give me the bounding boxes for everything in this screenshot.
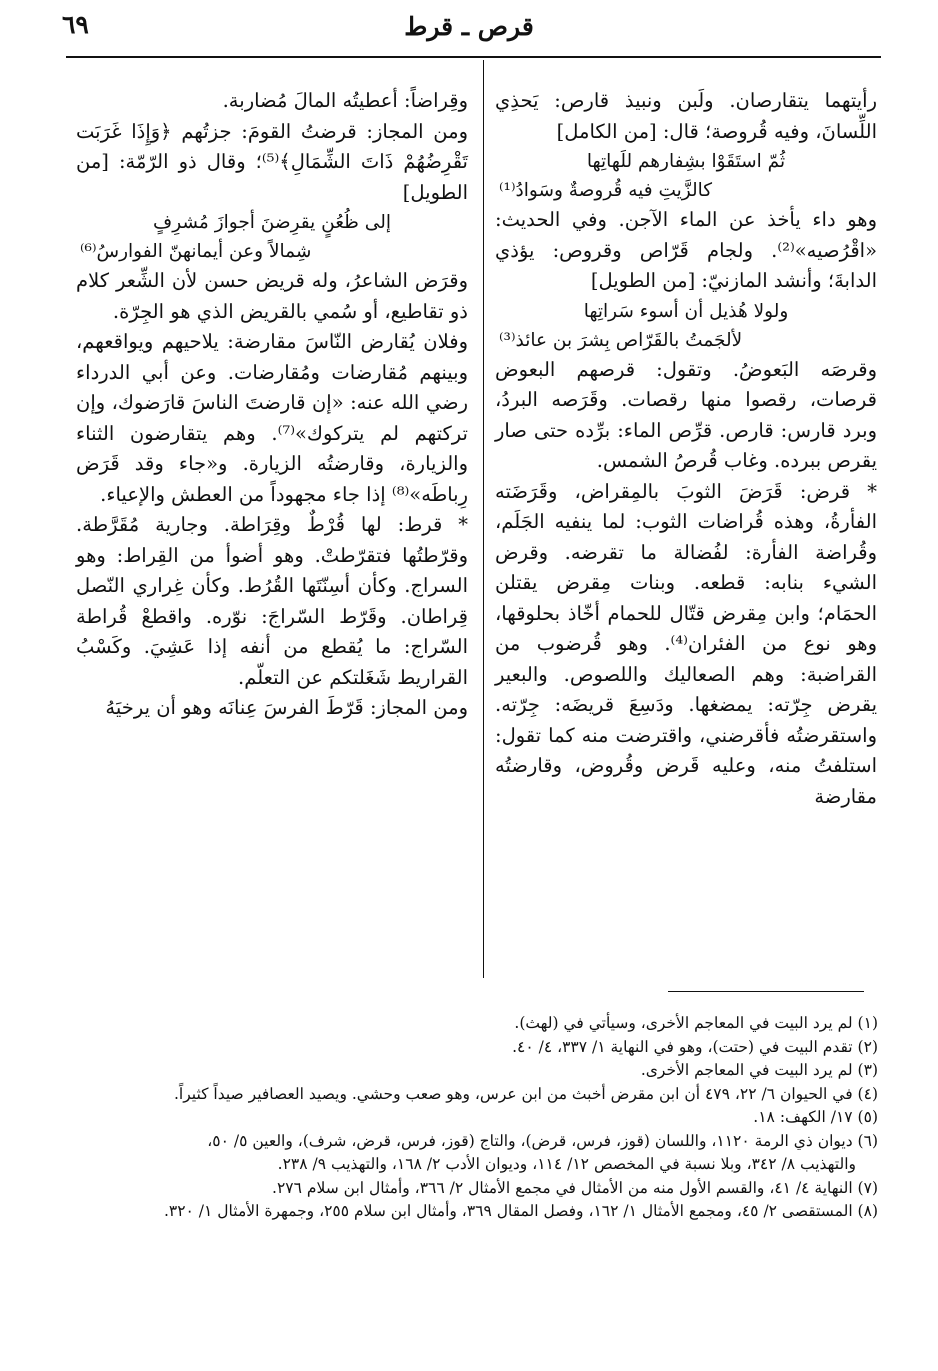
verse-line: ثُمّ استَقَوْا بشِفارهم للَهاتِها [586,151,786,172]
verse-line: ولولا هُذيل أن أسوء سَراتِها [583,300,789,322]
footnote: (٣) لم يرد البيت في المعاجم الأخرى. [640,1061,878,1079]
footnote: (٧) النهاية ٤/ ٤١، والقسم الأول منه من الأمثال في مجمع الأمثال ٢/ ٣٦٦، وأمثال ابن سلام ٢٧٦. [272,1178,878,1197]
footnote: (٨) المستقصى ٢/ ٤٥، ومجمع الأمثال ١/ ١٦٢، وفصل المقال ٣٦٩، وأمثال ابن سلام ٢٥٥، وجمهرة الأمثال ١/ ٣٢٠. [163,1202,878,1220]
page-number: ٦٩ [62,10,89,39]
footnote: (٢) تقدم البيت في (حتت)، وهو في النهاية ١/ ٣٣٧، ٤/ ٤٠. [512,1037,878,1056]
footnote: (٤) في الحيوان ٦/ ٢٢، ٤٧٩ أن ابن مقرض أخبث من ابن عرس، وهو صعب وحشي. ويصيد العصافير صيداً كثيراً. [173,1084,878,1103]
left-column [76,86,468,724]
paragraph: وهو داء يأخذ عن الماء الآجن. وفي الحديث: «اقْرُصيه»⁽²⁾. ولجام قَرّاص وقروص: يؤذي الدابةَ؛ وأنشد المازنيّ: [من الطويل] [495,208,877,292]
footnote-continuation: والتهذيب ٨/ ٣٤٢، وبلا نسبة في المخصص ١٢/ ١١٤، وديوان الأدب ٢/ ١٦٨، والتهذيب ٩/ ٢٣٨. [277,1155,856,1173]
footnote: (١) لم يرد البيت في المعاجم الأخرى، وسيأتي في (لهث). [514,1014,878,1032]
paragraph: وقِراضاً: أعطيتُه المالَ مُضاربة. [222,89,468,112]
paragraph: رأيتهما يتقارصان. ولَبن ونبيذ قارص: يَحذِي اللِّسانَ، وفيه قُروصة؛ قال: [من الكامل] [495,89,877,143]
verse-line: لألجَمتُ بالقَرّاص بِشرَ بن عائذ⁽³⁾ [499,329,743,351]
entry-paragraph: * قرض: قَرَضَ الثوبَ بالمِقراض، وقَرَضَته الفأرةُ، وهذه قُراضات الثوب: لما ينفيه الجَلَم، وقُراضة الفأرة: لفُضالة ما تقرضه. وقرض الشيء بنابه: قطعه. وبنات مِقرض يقتلن الحمَام؛ وابن مِقرض قتّال للحمام أخّاذ بحلوقها، وهو نوع من الفئران⁽⁴⁾. وهو قُرضوب من القراضبة: وهم الصعاليك واللصوص. والبعير يقرض جِرّته: يمضغها. ودَسِعَ قريضَه: جِرّته. واستقرضتُه فأقرضني، واقترضت منه كما تقول: استلفتُ منه، وعليه قَرض وقُروض، وقارضتُه مقارضة [495,479,877,808]
paragraph: وفلان يُقارض النّاسَ مقارضة: يلاحيهم ويواقعهم، وبينهم مُقارضات ومُقارضات. وعن أبي الدرداء رضي الله عنه: «إن قارضتَ الناسَ قارَضوك، وإن تركتهم لم يتركوك»⁽⁷⁾. وهم يتقارضون الثناء والزيارة، وقارضتُه الزيارة. و«جاء وقد قَرَض رِباطَه»⁽⁸⁾ إذا جاء مجهوداً من العطش والإعياء. [76,330,468,506]
page-title: قرص ـ قرط [404,12,534,41]
paragraph: وقرصَه البَعوضُ. وتقول: قرصهم البعوض قرصات، رقصوا منها رقصات. وقَرَصه البردُ، وبرد قارس: قارص. قرِّص الماء: برِّده حتى صار يقرص ببرده. وغاب قُرصُ الشمس. [495,357,877,472]
footnote-rule [668,991,864,992]
footnotes [70,1012,878,1224]
footnote: (٥) ١٧/ الكهف: ١٨. [753,1108,878,1126]
verse-line: إلى ظُعُنٍ يقرِضنَ أجوازَ مُشرِفٍ [153,212,391,233]
paragraph: وقرَض الشاعرُ، وله قريض حسن لأن الشِّعر كلام ذو تقاطيع، أو سُمي بالقريض الذي هو الجِرّة. [76,269,468,323]
column-divider [483,60,484,978]
footnote: (٦) ديوان ذي الرمة ١١٢٠، واللسان (قوز، فرس، قرض)، والتاج (قوز، فرس، قرض، شرف)، والعين ٥/ ٥٠، [207,1131,878,1150]
paragraph: ومن المجاز: قرضتُ القومَ: جزتُهم ﴿وَإِذَا غَرَبَت تَقْرِضُهُمْ ذَاتَ الشِّمَالِ﴾⁽⁵⁾؛ وقال ذو الرّمّة: [من الطويل] [76,119,468,204]
paragraph: ومن المجاز: قَرّطَ الفرسَ عِنانَه وهو أن يرخيَهُ [105,696,468,719]
right-column [495,86,877,812]
verse-line: شِمالاً وعن أيمانهنّ الفوارسُ⁽⁶⁾ [80,241,312,262]
entry-paragraph: * قرط: لها قُرْطٌ وقِرَاطة. وجارية مُقَرَّطة. وقرّطتُها فتقرّطتْ. وهو أضوأ من القِراط: وهو السراج. وكأن أسِنّتَها القُرُط. وكأن غِراري النّصل قِراطان. وقَرّط السّراجَ: نوّره. واقطعْ قُراطة السّراج: ما يُقطع من أنفه إذا عَشِيَ. وكَسْبُ القراريط شَغَلتكم عن التعلّم. [76,513,468,689]
header-rule [66,56,881,58]
verse-line: كالزَّيتِ فيه قُروصةٌ وسَوادُ⁽¹⁾ [499,180,713,201]
